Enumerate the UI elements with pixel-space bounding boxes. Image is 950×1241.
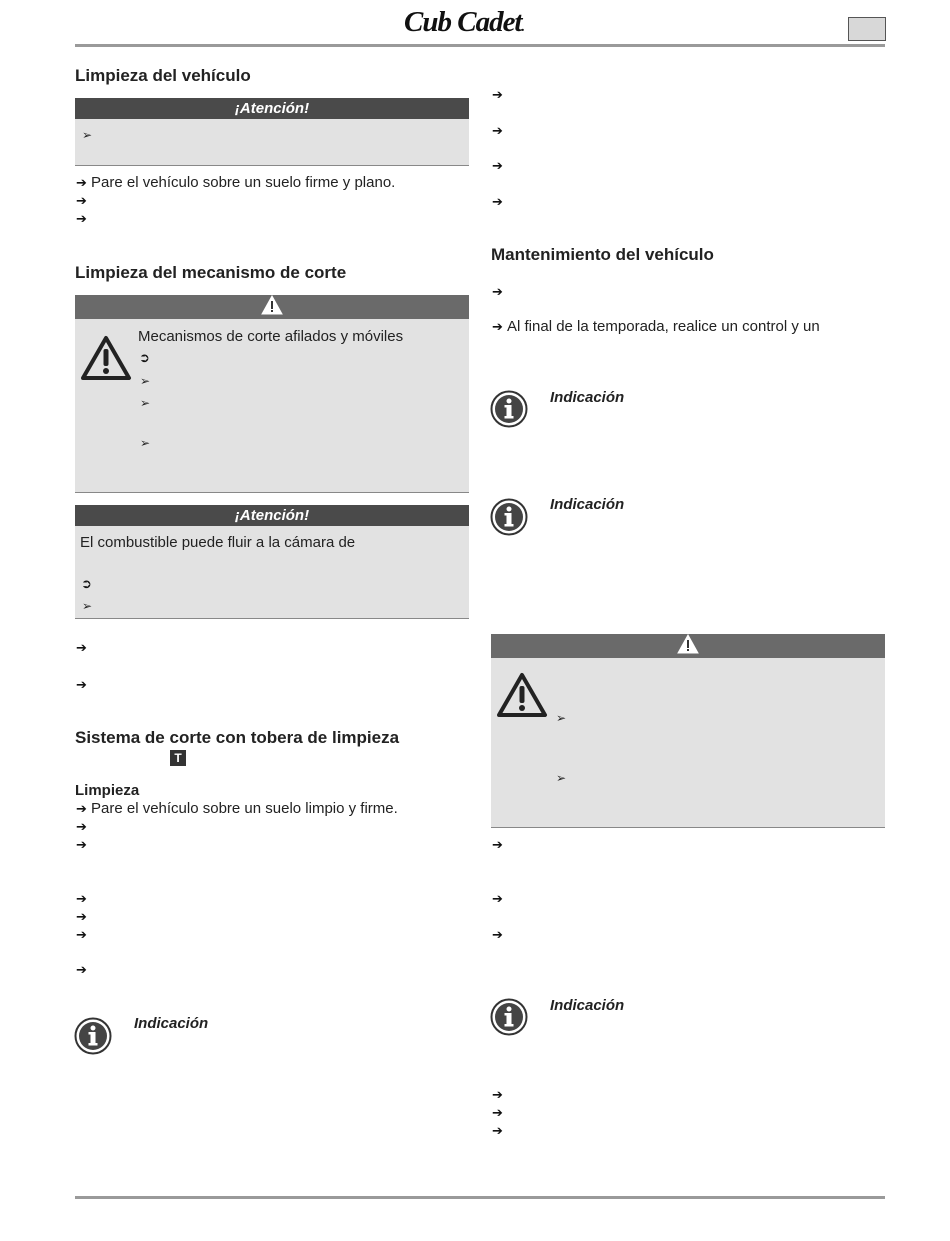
arrow-icon: ➔ xyxy=(492,838,503,853)
footer-rule xyxy=(75,1196,885,1199)
cub-cadet-logo: Cub Cadet. xyxy=(404,6,524,38)
arrow-icon: ➔ xyxy=(492,195,503,210)
arrow-icon: ➔ xyxy=(76,802,87,817)
info-icon xyxy=(490,390,528,428)
arrow-icon: ➔ xyxy=(76,963,87,978)
step-park-clean-floor: Pare el vehículo sobre un suelo limpio y firme. xyxy=(91,800,398,817)
warning-large-icon xyxy=(80,335,132,381)
warning-large-icon xyxy=(496,672,548,718)
bullet-icon: ➢ xyxy=(140,396,151,410)
arrow-icon: ➔ xyxy=(492,928,503,943)
arrow-icon: ➔ xyxy=(492,1088,503,1103)
arrow-icon: ➔ xyxy=(492,1106,503,1121)
step-park-vehicle: Pare el vehículo sobre un suelo firme y plano. xyxy=(91,174,396,191)
attention-box-1 xyxy=(75,98,469,166)
subsection-title-cleaning: Limpieza xyxy=(75,782,140,799)
circled-arrow-icon: ➲ xyxy=(139,351,150,366)
section-title-vehicle-maintenance: Mantenimiento del vehículo xyxy=(491,245,714,264)
arrow-icon: ➔ xyxy=(492,285,503,300)
arrow-icon: ➔ xyxy=(492,892,503,907)
arrow-icon: ➔ xyxy=(76,176,87,191)
circled-arrow-icon: ➲ xyxy=(81,577,92,592)
warning-small-icon xyxy=(261,295,283,315)
section-title-vehicle-cleaning: Limpieza del vehículo xyxy=(75,66,251,85)
attention-bar: ¡Atención! xyxy=(75,98,469,119)
attention-text: El combustible puede fluir a la cámara de xyxy=(80,534,356,551)
bullet-icon: ➢ xyxy=(556,711,567,725)
arrow-icon: ➔ xyxy=(76,910,87,925)
arrow-icon: ➔ xyxy=(76,641,87,656)
arrow-icon: ➔ xyxy=(492,124,503,139)
warning-box-2 xyxy=(491,634,885,828)
arrow-icon: ➔ xyxy=(76,928,87,943)
arrow-icon: ➔ xyxy=(76,678,87,693)
arrow-icon: ➔ xyxy=(76,212,87,227)
arrow-icon: ➔ xyxy=(492,88,503,103)
info-title: Indicación xyxy=(134,1015,209,1032)
header-rule xyxy=(75,44,885,47)
warning-bar xyxy=(75,295,469,319)
arrow-icon: ➔ xyxy=(76,892,87,907)
info-title: Indicación xyxy=(550,389,625,406)
info-icon xyxy=(490,998,528,1036)
arrow-icon: ➔ xyxy=(492,1124,503,1139)
bullet-icon: ➢ xyxy=(82,599,93,613)
bullet-icon: ➢ xyxy=(140,374,151,388)
t-badge: T xyxy=(170,750,186,766)
info-icon xyxy=(74,1017,112,1055)
section-title-cleaning-nozzle: Sistema de corte con tobera de limpieza xyxy=(75,728,400,747)
arrow-icon: ➔ xyxy=(76,820,87,835)
arrow-icon: ➔ xyxy=(492,320,503,335)
bullet-icon: ➢ xyxy=(556,771,567,785)
page-number-box xyxy=(848,17,886,41)
arrow-icon: ➔ xyxy=(76,194,87,209)
info-icon xyxy=(490,498,528,536)
arrow-icon: ➔ xyxy=(492,159,503,174)
bullet-icon: ➢ xyxy=(82,128,93,142)
arrow-icon: ➔ xyxy=(76,838,87,853)
warning-bar xyxy=(491,634,885,658)
info-title: Indicación xyxy=(550,997,625,1014)
section-title-cutter-cleaning: Limpieza del mecanismo de corte xyxy=(75,263,347,282)
warning-small-icon xyxy=(677,634,699,654)
attention-bar: ¡Atención! xyxy=(75,505,469,526)
bullet-icon: ➢ xyxy=(140,436,151,450)
warning-box-1 xyxy=(75,295,469,493)
info-title: Indicación xyxy=(550,496,625,513)
attention-box-2 xyxy=(75,505,469,619)
warning-heading: Mecanismos de corte afilados y móviles xyxy=(138,328,404,345)
step-end-of-season: Al final de la temporada, realice un control y un xyxy=(507,318,820,335)
